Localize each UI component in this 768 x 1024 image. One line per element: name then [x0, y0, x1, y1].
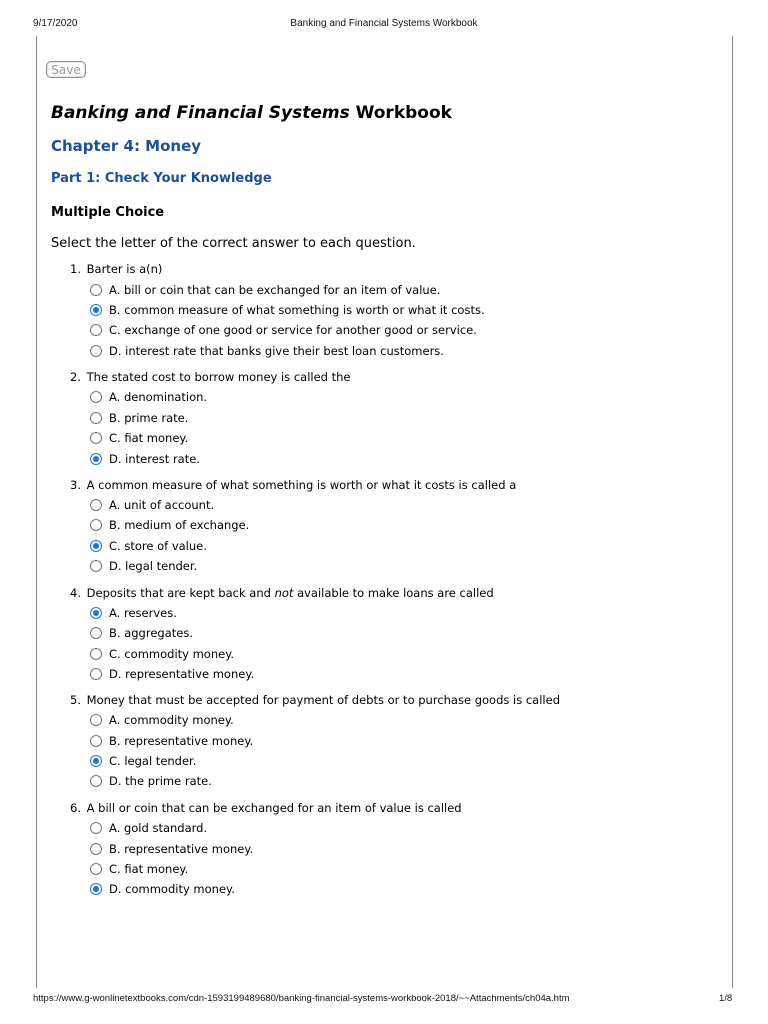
- print-date: 9/17/2020: [33, 18, 78, 29]
- section-heading: Multiple Choice: [51, 205, 165, 220]
- choice-label: C. fiat money.: [109, 431, 189, 445]
- choice-label: D. legal tender.: [109, 559, 198, 573]
- radio-button[interactable]: [90, 284, 102, 296]
- choice-label: A. gold standard.: [109, 821, 208, 835]
- question-number: 4.: [70, 586, 81, 600]
- answer-choice[interactable]: [90, 821, 207, 835]
- answer-choice[interactable]: [90, 667, 254, 681]
- radio-button[interactable]: [90, 499, 102, 511]
- answer-choice[interactable]: [90, 626, 193, 640]
- question-number: 6.: [70, 801, 81, 815]
- answer-choice[interactable]: [90, 606, 177, 620]
- answer-choice[interactable]: [90, 283, 440, 297]
- save-button[interactable]: Save: [46, 61, 86, 78]
- book-title-rest: Workbook: [349, 103, 452, 123]
- choice-label: D. the prime rate.: [109, 774, 212, 788]
- radio-button[interactable]: [90, 735, 102, 747]
- choice-label: C. fiat money.: [109, 862, 189, 876]
- question-text: A bill or coin that can be exchanged for an item of value is called: [86, 801, 462, 815]
- answer-choice[interactable]: [90, 774, 212, 788]
- answer-choice[interactable]: [90, 390, 207, 404]
- radio-button[interactable]: [90, 412, 102, 424]
- question-text: A common measure of what something is worth or what it costs is called a: [86, 478, 517, 492]
- radio-button[interactable]: [90, 775, 102, 787]
- question-text: available to make loans are called: [293, 586, 494, 600]
- question-stem: [70, 586, 494, 600]
- answer-choice[interactable]: [90, 734, 253, 748]
- radio-button[interactable]: [90, 755, 102, 767]
- question-text: Money that must be accepted for payment of debts or to purchase goods is called: [86, 693, 560, 707]
- answer-choice[interactable]: [90, 559, 197, 573]
- choice-label: B. medium of exchange.: [109, 518, 250, 532]
- instructions: Select the letter of the correct answer to each question.: [51, 236, 416, 251]
- choice-label: D. interest rate.: [109, 452, 200, 466]
- choice-label: C. store of value.: [109, 539, 207, 553]
- print-header-title: Banking and Financial Systems Workbook: [290, 18, 478, 29]
- choice-label: B. common measure of what something is worth or what it costs.: [109, 303, 485, 317]
- question-number: 2.: [70, 370, 81, 384]
- question-stem: [70, 801, 462, 815]
- print-page-number: 1/8: [719, 993, 733, 1004]
- radio-button[interactable]: [90, 453, 102, 465]
- question-stem: [70, 370, 351, 384]
- radio-button[interactable]: [90, 345, 102, 357]
- choice-label: C. legal tender.: [109, 754, 197, 768]
- choice-label: B. aggregates.: [109, 626, 193, 640]
- question-stem: [70, 478, 516, 492]
- radio-button[interactable]: [90, 607, 102, 619]
- chapter-heading: Chapter 4: Money: [51, 137, 202, 155]
- radio-button[interactable]: [90, 883, 102, 895]
- question-number: 5.: [70, 693, 81, 707]
- question-stem: [70, 262, 162, 276]
- radio-button[interactable]: [90, 714, 102, 726]
- page-border-left: [36, 36, 37, 988]
- choice-label: A. commodity money.: [109, 713, 234, 727]
- radio-button[interactable]: [90, 668, 102, 680]
- book-title-italic: Banking and Financial Systems: [51, 103, 350, 123]
- page-border-right: [732, 36, 733, 988]
- radio-button[interactable]: [90, 560, 102, 572]
- choice-label: A. unit of account.: [109, 498, 215, 512]
- answer-choice[interactable]: [90, 754, 196, 768]
- answer-choice[interactable]: [90, 411, 188, 425]
- radio-button[interactable]: [90, 324, 102, 336]
- question-text: Barter is a(n): [86, 262, 163, 276]
- radio-button[interactable]: [90, 843, 102, 855]
- question-text: The stated cost to borrow money is called the: [86, 370, 351, 384]
- answer-choice[interactable]: [90, 647, 234, 661]
- radio-button[interactable]: [90, 540, 102, 552]
- choice-label: B. representative money.: [109, 734, 254, 748]
- radio-button[interactable]: [90, 822, 102, 834]
- answer-choice[interactable]: [90, 344, 444, 358]
- choice-label: D. representative money.: [109, 667, 255, 681]
- answer-choice[interactable]: [90, 452, 200, 466]
- question-number: 3.: [70, 478, 81, 492]
- answer-choice[interactable]: [90, 303, 485, 317]
- question-text-emphasis: not: [274, 586, 294, 600]
- answer-choice[interactable]: [90, 862, 188, 876]
- book-title: [51, 103, 452, 123]
- answer-choice[interactable]: [90, 431, 188, 445]
- choice-label: A. denomination.: [109, 390, 208, 404]
- choice-label: B. representative money.: [109, 842, 254, 856]
- radio-button[interactable]: [90, 519, 102, 531]
- radio-button[interactable]: [90, 627, 102, 639]
- choice-label: C. commodity money.: [109, 647, 235, 661]
- choice-label: A. bill or coin that can be exchanged for an item of value.: [109, 283, 441, 297]
- part-heading: Part 1: Check Your Knowledge: [51, 171, 272, 186]
- choice-label: B. prime rate.: [109, 411, 189, 425]
- choice-label: D. commodity money.: [109, 882, 235, 896]
- answer-choice[interactable]: [90, 323, 477, 337]
- answer-choice[interactable]: [90, 518, 249, 532]
- answer-choice[interactable]: [90, 842, 253, 856]
- question-stem: [70, 693, 560, 707]
- radio-button[interactable]: [90, 432, 102, 444]
- choice-label: A. reserves.: [109, 606, 177, 620]
- answer-choice[interactable]: [90, 713, 234, 727]
- answer-choice[interactable]: [90, 539, 207, 553]
- question-text: Deposits that are kept back and: [86, 586, 275, 600]
- radio-button[interactable]: [90, 648, 102, 660]
- answer-choice[interactable]: [90, 498, 214, 512]
- choice-label: C. exchange of one good or service for another good or service.: [109, 323, 477, 337]
- question-number: 1.: [70, 262, 81, 276]
- radio-button[interactable]: [90, 863, 102, 875]
- print-footer-url: https://www.g-wonlinetextbooks.com/cdn-1593199489680/banking-financial-systems-workbook-2018/~~Attachments/ch04a.htm: [33, 993, 570, 1004]
- answer-choice[interactable]: [90, 882, 235, 896]
- radio-button[interactable]: [90, 304, 102, 316]
- radio-button[interactable]: [90, 391, 102, 403]
- choice-label: D. interest rate that banks give their best loan customers.: [109, 344, 444, 358]
